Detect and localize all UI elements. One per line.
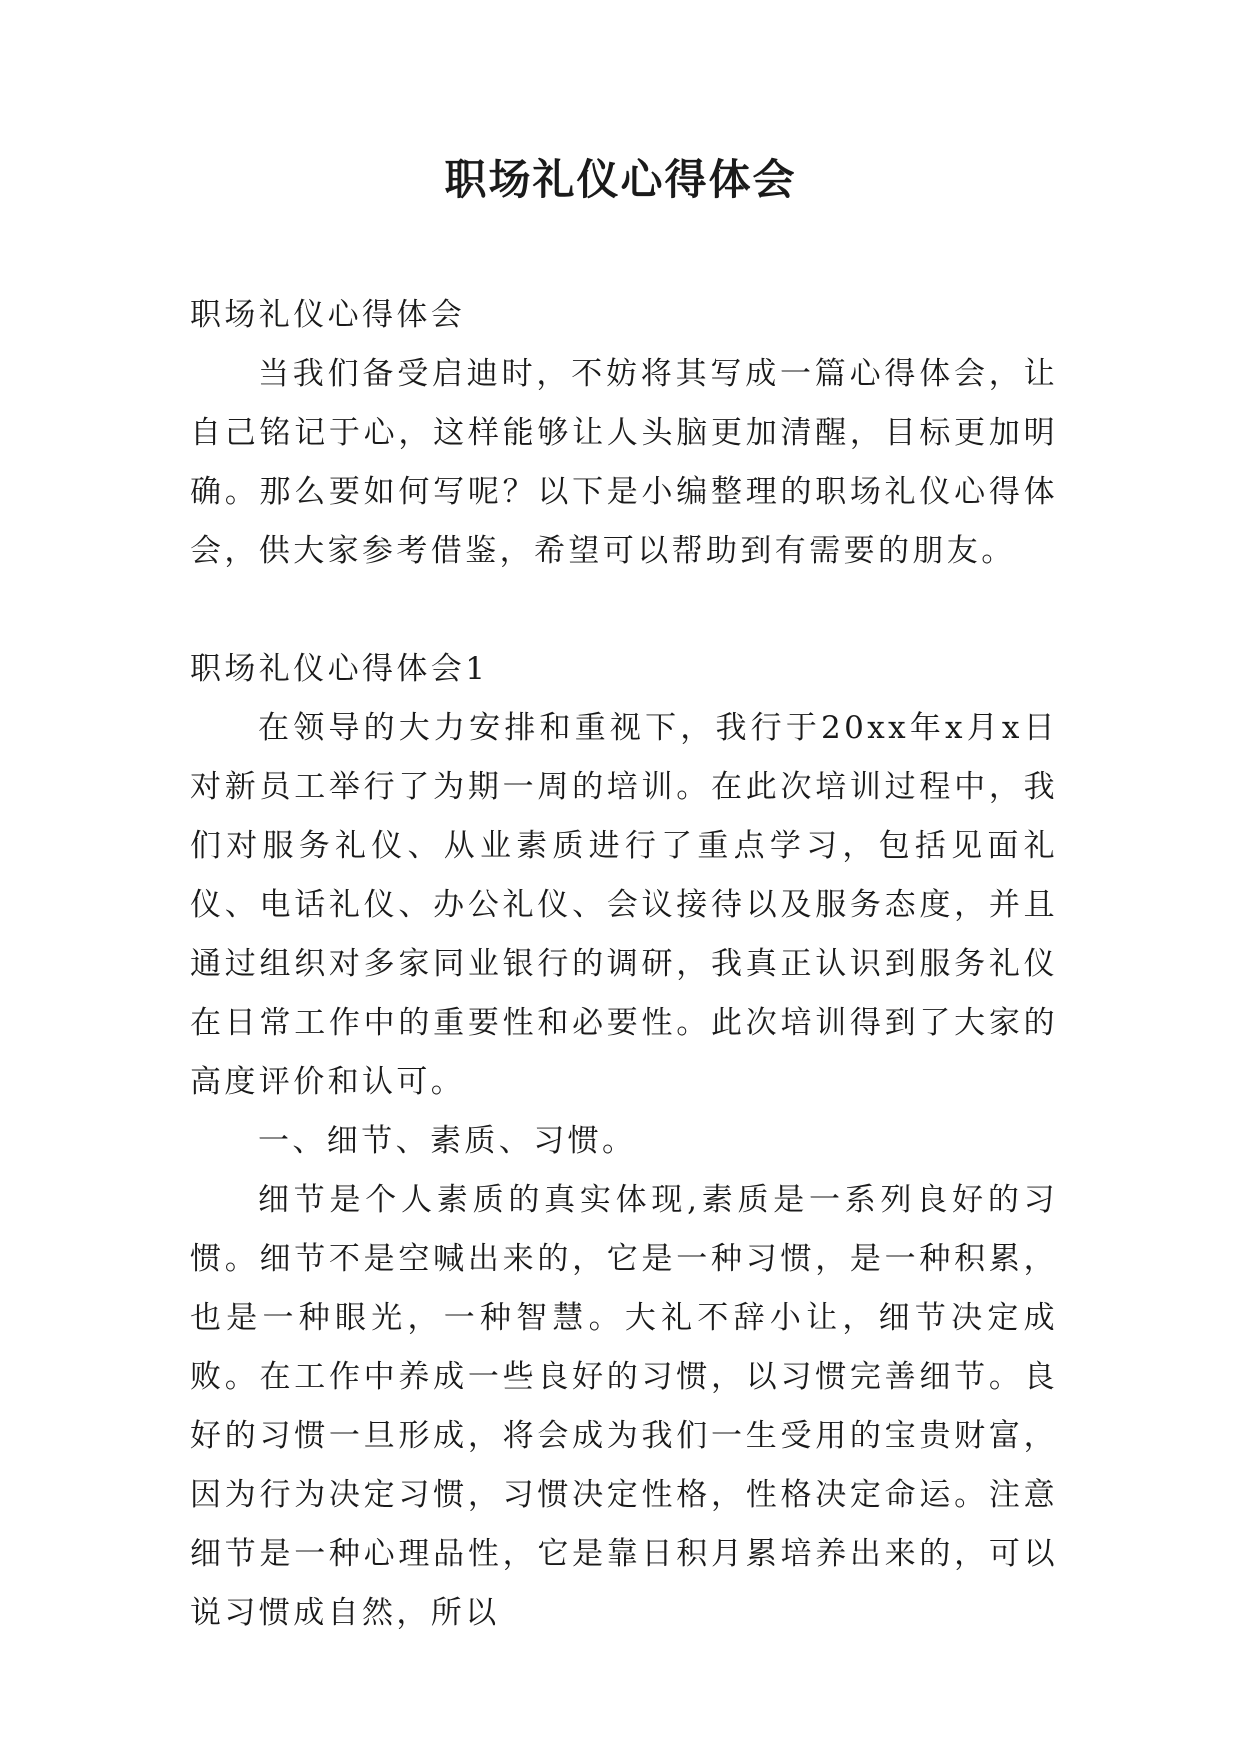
intro-heading: 职场礼仪心得体会 [190,297,466,333]
document-title: 职场礼仪心得体会 [444,155,797,204]
document-body [190,286,1058,1643]
section-1-paragraph: 在领导的大力安排和重视下，我行于20xx年x月x日对新员工举行了为期一周的培训。在此次培训过程中，我们对服务礼仪、从业素质进行了重点学习，包括见面礼仪、电话礼仪、办公礼仪、会议接待以及服务态度，并且通过组织对多家同业银行的调研，我真正认识到服务礼仪在日常工作中的重要性和必要性。此次培训得到了大家的高度评价和认可。 [190,710,1058,1100]
intro-paragraph: 当我们备受启迪时，不妨将其写成一篇心得体会，让自己铭记于心，这样能够让人头脑更加清醒，目标更加明确。那么要如何写呢？以下是小编整理的职场礼仪心得体会，供大家参考借鉴，希望可以帮助到有需要的朋友。 [190,356,1058,569]
subsection-heading-1: 一、细节、素质、习惯。 [258,1123,637,1159]
subsection-1-paragraph: 细节是个人素质的真实体现,素质是一系列良好的习惯。细节不是空喊出来的，它是一种习惯，是一种积累，也是一种眼光，一种智慧。大礼不辞小让，细节决定成败。在工作中养成一些良好的习惯，以习惯完善细节。良好的习惯一旦形成，将会成为我们一生受用的宝贵财富，因为行为决定习惯，习惯决定性格，性格决定命运。注意细节是一种心理品性，它是靠日积月累培养出来的，可以说习惯成自然，所以 [190,1182,1058,1631]
section-heading-1: 职场礼仪心得体会1 [190,651,489,687]
